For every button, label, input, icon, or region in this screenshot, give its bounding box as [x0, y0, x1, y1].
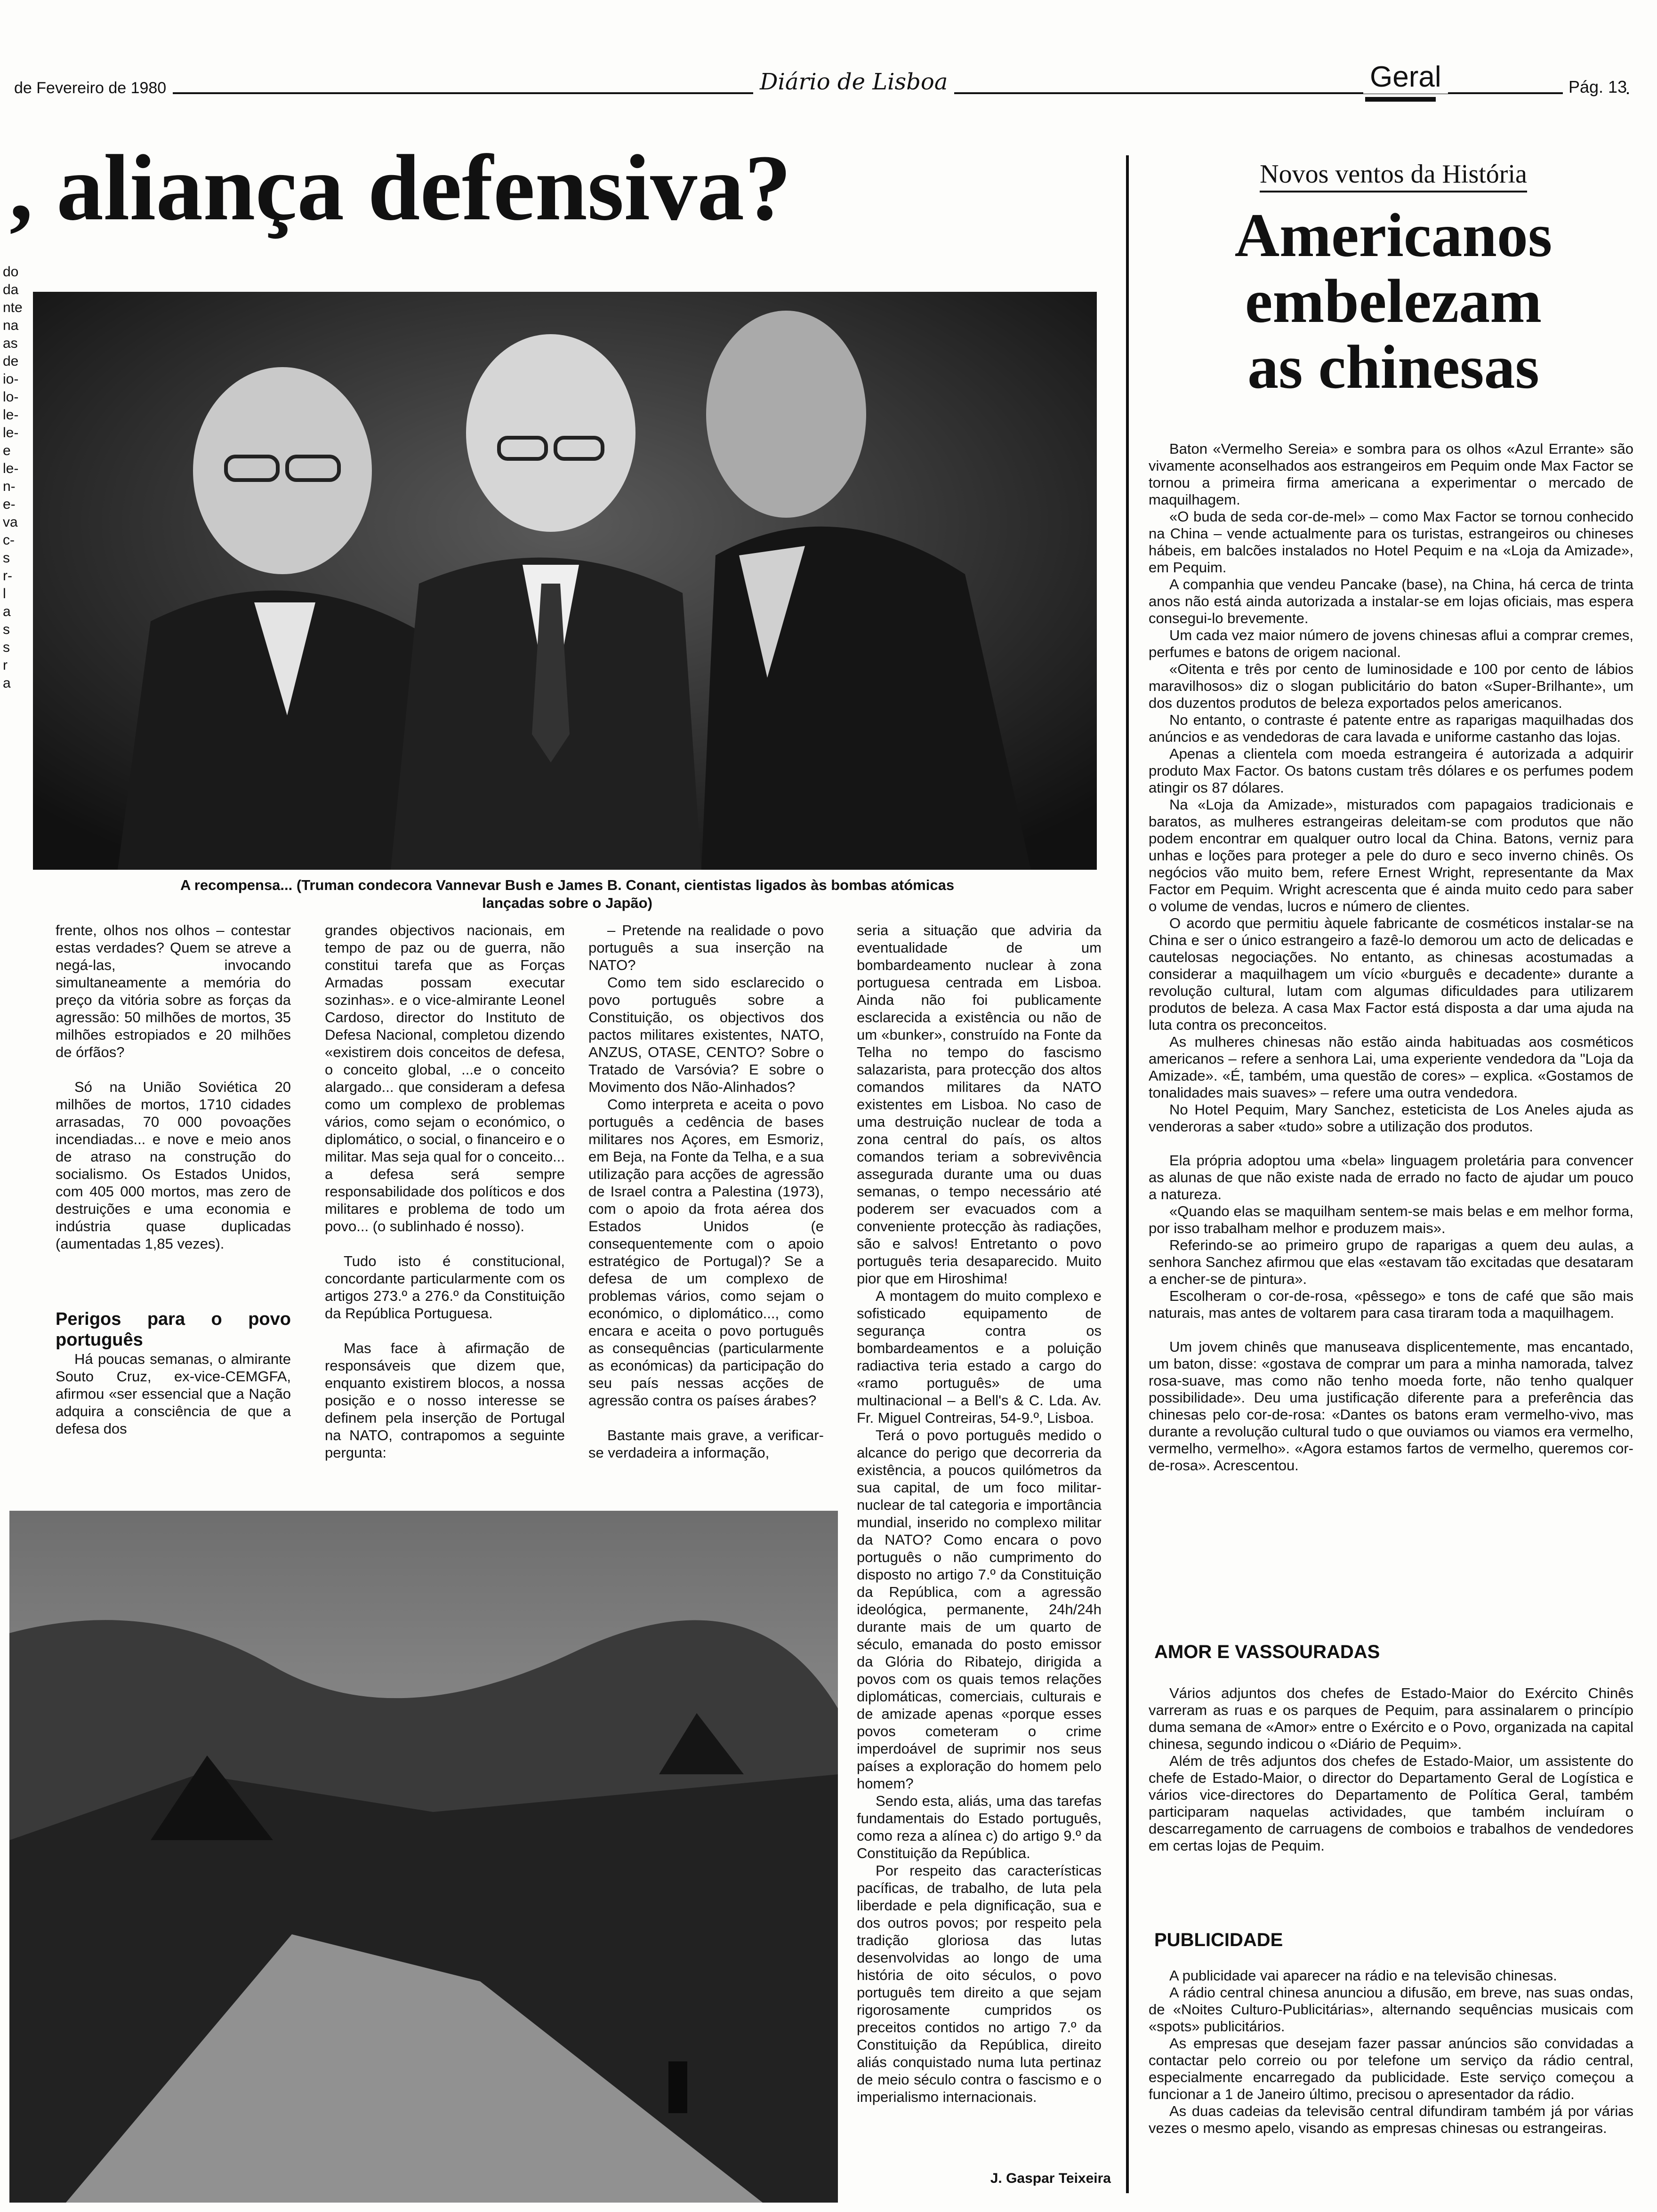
fragment-text: c-: [3, 532, 15, 548]
paragraph: «O buda de seda cor-de-mel» – como Max Factor se tornou conhecido na China – vende actualmente para os turistas, estrangeiros ou chineses hábeis, em balcões instalados no Hotel Pequim e na «Loja da Amizade», em Pequim.: [1149, 508, 1633, 576]
author-signature: J. Gaspar Teixeira: [990, 2171, 1111, 2186]
fragment-text: s: [3, 622, 10, 637]
fragment-text: a: [3, 604, 11, 619]
paragraph: Terá o povo português medido o alcance do perigo que decorreria da existência, a poucos quilómetros da sua capital, de um foco militar-nuclear de tal categoria e importância mundial, inserido no complexo militar da NATO? Como encara o povo português o não cumprimento do disposto no artigo 7.º da Constituição da República, com a agressão ideológica, permanente, 24h/24h durante mais de um quarto de século, emanada do posto emissor da Glória do Ribatejo, dirigida a povos com os quais temos relações diplomáticas, comerciais, culturais e de amizade apenas «porque esses povos cometeram o crime imperdoável de suprimir nos seus países a exploração do homem pelo homem?: [857, 1427, 1102, 1792]
fragment-text: s: [3, 550, 10, 566]
newspaper-name: Diário de Lisboa: [753, 69, 954, 95]
fragment-text: n-: [3, 479, 16, 494]
fragment-text: da: [3, 282, 19, 297]
paragraph: «Quando elas se maquilham sentem-se mais belas e em melhor forma, por isso trabalham melhor e produzem mais».: [1149, 1203, 1633, 1236]
fragment-text: nte: [3, 300, 23, 315]
photo-bombing-ruins: [9, 1511, 838, 2203]
paragraph: A rádio central chinesa anunciou a difusão, em breve, nas suas ondas, de «Noites Culturo-Publicitárias», alternando sequências musicais com «spots» publicitários.: [1149, 1984, 1633, 2035]
section-name: Geral: [1363, 60, 1448, 94]
article-column-4: [857, 922, 1102, 2106]
paragraph: Escolheram o cor-de-rosa, «pêssego» e tons de café que são mais naturais, mas antes de voltarem para casa tiraram toda a maquilhagem.: [1149, 1288, 1633, 1321]
fragment-text: io-: [3, 371, 19, 387]
cut-off-column-fragments: [3, 264, 31, 693]
paragraph: Na «Loja da Amizade», misturados com papagaios tradicionais e baratos, as mulheres estrangeiras deleitam-se com produtos que não podem encontrar em qualquer outro local da China. Batons, verniz para unhas e loções para proteger a pele do duro e seco inverno chinês. Os negócios vão muito bem, refere Ernest Wright, representante da Max Factor em Pequim. Wright acrescenta que é ainda muito cedo para saber o volume de vendas, lucros e número de clientes.: [1149, 796, 1633, 914]
fragment-text: le-: [3, 425, 19, 441]
paragraph: Por respeito das características pacíficas, de trabalho, de luta pela liberdade e pela dignificação, sua e dos outros povos; por respeito pela tradição gloriosa das lutas desenvolvidas ao longo de uma história de oito séculos, o povo português tem direito a que sejam rigorosamente cumpridos os preceitos contidos no artigo 7.º da Constituição da República, direito aliás conquistado numa luta pertinaz de meio século contra o fascismo e o imperialismo internacionais.: [857, 1862, 1102, 2105]
fragment-text: as: [3, 336, 18, 351]
paragraph: Há poucas semanas, o almirante Souto Cruz, ex-vice-CEMGFA, afirmou «ser essencial que a Nação adquira a consciência de que a defesa dos: [56, 1351, 291, 1437]
subheading-perigos: Perigos para o povo português: [56, 1309, 291, 1350]
paragraph: grandes objectivos nacionais, em tempo de paz ou de guerra, não constitui tarefa que as Forças Armadas possam executar sozinhas». e o vice-almirante Leonel Cardoso, director do Instituto de Defesa Nacional, completou dizendo «existirem dois conceitos de defesa, o conceito global, ...e o conceito alargado... que consideram a defesa como um complexo de problemas vários, como sejam o económico, o diplomático, o social, o financeiro e o militar. Mas seja qual for o conceito... a defesa será sempre responsabilidade dos políticos e dos militares e problema de todo um povo... (o sublinhado é nosso).: [325, 922, 565, 1234]
paragraph: «Oitenta e três por cento de luminosidade e 100 por cento de lábios maravilhosos» diz o slogan publicitário do baton «Super-Brilhante», um dos duzentos produtos de beleza exportados pelos americanos.: [1149, 661, 1633, 711]
photo-truman-ceremony: [33, 292, 1097, 870]
paragraph: As duas cadeias da televisão central difundiram também já por várias vezes o mesmo apelo, visando as empresas chinesas ou estrangeiras.: [1149, 2103, 1633, 2136]
paragraph: Mas face à afirmação de responsáveis que dizem que, enquanto existirem blocos, a nossa posição e o nosso interesse se definem pela inserção de Portugal na NATO, contrapomos a seguinte pergunta:: [325, 1340, 565, 1461]
paragraph: O acordo que permitiu àquele fabricante de cosméticos instalar-se na China e ser o único estrangeiro a fazê-lo demorou um acto de delicadas e cautelosas negociações. No entanto, as chinesas acostumadas a considerar a maquilhagem um vício «burguês e decadente» durante a revolução cultural, lutam com algumas dificuldades para utilizarem produtos de beleza. A casa Max Factor está disposta a dar uma ajuda na luta contra os preconceitos.: [1149, 915, 1633, 1033]
paragraph: Apenas a clientela com moeda estrangeira é autorizada a adquirir produto Max Factor. Os batons custam três dólares e os perfumes podem atingir os 87 dólares.: [1149, 745, 1633, 796]
fragment-text: s: [3, 640, 10, 655]
paragraph: Bastante mais grave, a verificar-se verdadeira a informação,: [588, 1427, 824, 1461]
fragment-text: na: [3, 318, 19, 333]
paragraph: Tudo isto é constitucional, concordante particularmente com os artigos 273.º a 276.º da Constituição da República Portuguesa.: [325, 1253, 565, 1322]
issue-date: de Fevereiro de 1980: [14, 79, 173, 97]
fragment-text: va: [3, 514, 18, 530]
paragraph: Baton «Vermelho Sereia» e sombra para os olhos «Azul Errante» são vivamente aconselhados aos estrangeiros em Pequim onde Max Factor se tornou a primeira firma americana a experimentar o mercado de maquilhagem.: [1149, 441, 1633, 508]
fragment-text: de: [3, 353, 19, 369]
fragment-text: lo-: [3, 389, 19, 405]
fragment-text: r-: [3, 568, 12, 584]
paragraph: seria a situação que adviria da eventualidade de um bombardeamento nuclear à zona portuguesa centrada em Lisboa. Ainda não foi publicamente esclarecida a existência ou não de um «bunker», construído na Fonte da Telha no tempo do fascismo salazarista, para protecção dos altos comandos militares da NATO existentes em Lisboa. No caso de uma destruição nuclear de toda a zona central do país, os altos comandos teriam a sobrevivência assegurada durante uma ou duas semanas, o tempo necessário até poderem ser evacuados com a conveniente protecção às radiações, são e salvos! Entretanto o povo português teria desaparecido. Muito pior que em Hiroshima!: [857, 922, 1102, 1287]
headline-line: embelezam: [1245, 266, 1542, 336]
kicker: [1139, 159, 1648, 189]
fragment-text: e: [3, 443, 11, 458]
paragraph: No Hotel Pequim, Mary Sanchez, esteticista de Los Aneles ajuda as venderoras a saber «tudo» sobre a utilização dos produtos.: [1149, 1101, 1633, 1135]
paragraph: Como tem sido esclarecido o povo português sobre a Constituição, os objectivos dos pactos militares existentes, NATO, ANZUS, OTASE, CENTO? Sobre o Tratado de Varsóvia? E sobre o Movimento dos Não-Alinhados?: [588, 974, 824, 1095]
fragment-text: le-: [3, 407, 19, 423]
main-headline: , aliança defensiva?: [9, 136, 792, 240]
subheading-publicidade: PUBLICIDADE: [1154, 1930, 1283, 1950]
article-column-1: [56, 922, 291, 1437]
paragraph: Além de três adjuntos dos chefes de Estado-Maior, um assistente do chefe de Estado-Maior, o director do Departamento Geral de Logística e vários vice-directores do Departamento de Política Geral, também participaram naquelas actividades, que também incluíram o descarregamento de carruagens de comboios e trabalhos de vendedores em certas lojas de Pequim.: [1149, 1753, 1633, 1854]
paragraph: As empresas que desejam fazer passar anúncios são convidadas a contactar pelo correio ou por telefone um serviço da rádio central, especialmente encarregado da publicidade. Este serviço começou a funcionar a 1 de Janeiro último, precisou o apresentador da rádio.: [1149, 2035, 1633, 2102]
fragment-text: e-: [3, 497, 16, 512]
photo-ruins-icon: [9, 1511, 838, 2203]
paragraph: No entanto, o contraste é patente entre as raparigas maquilhadas dos anúncios e as vendedoras de cara lavada e uniforme castanho das lojas.: [1149, 712, 1633, 745]
paragraph: frente, olhos nos olhos – contestar estas verdades? Quem se atreve a negá-las, invocando simultaneamente a memória do preço da vitória sobre as forças da agressão: 50 milhões de mortos, 35 milhões estropiados e 20 milhões de órfãos?: [56, 922, 291, 1060]
fragment-text: do: [3, 264, 19, 280]
photo-caption: A recompensa... (Truman condecora Vannevar Bush e James B. Conant, cientistas ligados às bombas atómicas lançadas sobre o Japão): [180, 877, 955, 911]
section-underline: [1365, 97, 1436, 102]
paragraph: A montagem do muito complexo e sofisticado equipamento de segurança contra os bombardeamentos e a poluição radiactiva teria estado a cargo do «ramo português» de uma multinacional – a Bell's & C. Lda. Av. Fr. Miguel Contreiras, 54-9.º, Lisboa.: [857, 1288, 1102, 1426]
paragraph: A publicidade vai aparecer na rádio e na televisão chinesas.: [1169, 1967, 1557, 1984]
paragraph: Só na União Soviética 20 milhões de mortos, 1710 cidades arrasadas, 70 000 povoações incendiadas... e nove e meio anos de atraso na construção do socialismo. Os Estados Unidos, com 405 000 mortos, mas zero de destruições e uma economia e indústria quase duplicadas (aumentadas 1,85 vezes).: [56, 1079, 291, 1252]
paragraph: Um jovem chinês que manuseava displicentemente, mas encantado, um baton, disse: «gostava de comprar um para a minha namorada, talvez rosa-suave, mas como não tenho moeda forte, não tenho qualquer possibilidade». Deu uma justificação diferente para a preferência das chinesas pelo cor-de-rosa: «Dantes os batons eram vermelho-vivo, mas durante a revolução cultural tudo o que ouviamos ou viamos era vermelho, vermelho, vermelho». «Agora estamos fartos de vermelho, queremos cor-de-rosa». Acrescentou.: [1149, 1338, 1633, 1474]
page-number: Pág. 13: [1563, 77, 1627, 97]
right-article-body: [1149, 441, 1633, 1474]
paragraph: A companhia que vendeu Pancake (base), na China, há cerca de trinta anos não está ainda autorizada a instalar-se em lojas oficiais, mas espera consegui-lo brevemente.: [1149, 576, 1633, 626]
fragment-text: a: [3, 675, 11, 691]
amor-section-body: [1149, 1685, 1633, 1854]
article-column-3: [588, 922, 824, 1461]
paragraph: Referindo-se ao primeiro grupo de raparigas a quem deu aulas, a senhora Sanchez afirmou que elas «estavam tão excitadas que desataram a encher-se de pintura».: [1149, 1237, 1633, 1287]
photo-three-men-icon: [33, 292, 1097, 870]
kicker-text: Novos ventos da História: [1260, 160, 1527, 192]
fragment-text: l: [3, 586, 6, 601]
subheading-amor: AMOR E VASSOURADAS: [1154, 1642, 1380, 1662]
fragment-text: le-: [3, 461, 19, 476]
paragraph: Vários adjuntos dos chefes de Estado-Maior do Exército Chinês varreram as ruas e os parques de Pequim, para assinalarem o princípio duma semana de «Amor» entre o Exército e o Povo, organizada na capital chinesa, segundo indicou o «Diário de Pequim».: [1149, 1685, 1633, 1752]
publicidade-section-body: [1149, 1967, 1633, 2137]
column-divider: [1126, 155, 1129, 2193]
paragraph: Sendo esta, aliás, uma das tarefas fundamentais do Estado português, como reza a alínea c) do artigo 9.º da Constituição da República.: [857, 1793, 1102, 1861]
paragraph: – Pretende na realidade o povo português a sua inserção na NATO?: [588, 922, 824, 973]
headline-line: as chinesas: [1247, 332, 1539, 401]
paragraph: Como interpreta e aceita o povo português a cedência de bases militares nos Açores, em Esmoriz, em Beja, na Fonte da Telha, e a sua utilização para acções de agressão de Israel contra a Palestina (1973), com o apoio da frota aérea dos Estados Unidos (e consequentemente com o apoio estratégico de Portugal)? Se a defesa de um complexo de problemas vários, como sejam o económico, o diplomático..., como encara e aceita o povo português as consequências (particularmente as económicas) da participação do seu país nessas acções de agressão contra os países árabes?: [588, 1096, 824, 1409]
fragment-text: r: [3, 657, 8, 673]
right-headline: [1139, 202, 1648, 400]
paragraph: Ela própria adoptou uma «bela» linguagem proletária para convencer as alunas de que não existe nada de errado no facto de ajudar um pouco a natureza.: [1149, 1152, 1633, 1202]
paragraph: As mulheres chinesas não estão ainda habituadas aos cosméticos americanos – refere a senhora Lai, uma experiente vendedora da "Loja da Amizade». «É, também, uma questão de cores» – explica. «Gostamos de tonalidades mais suaves» – refere uma outra vendedora.: [1149, 1034, 1633, 1101]
article-column-2: [325, 922, 565, 1461]
headline-line: Americanos: [1234, 200, 1552, 270]
paragraph: Um cada vez maior número de jovens chinesas aflui a comprar cremes, perfumes e batons de origem nacional.: [1149, 627, 1633, 660]
